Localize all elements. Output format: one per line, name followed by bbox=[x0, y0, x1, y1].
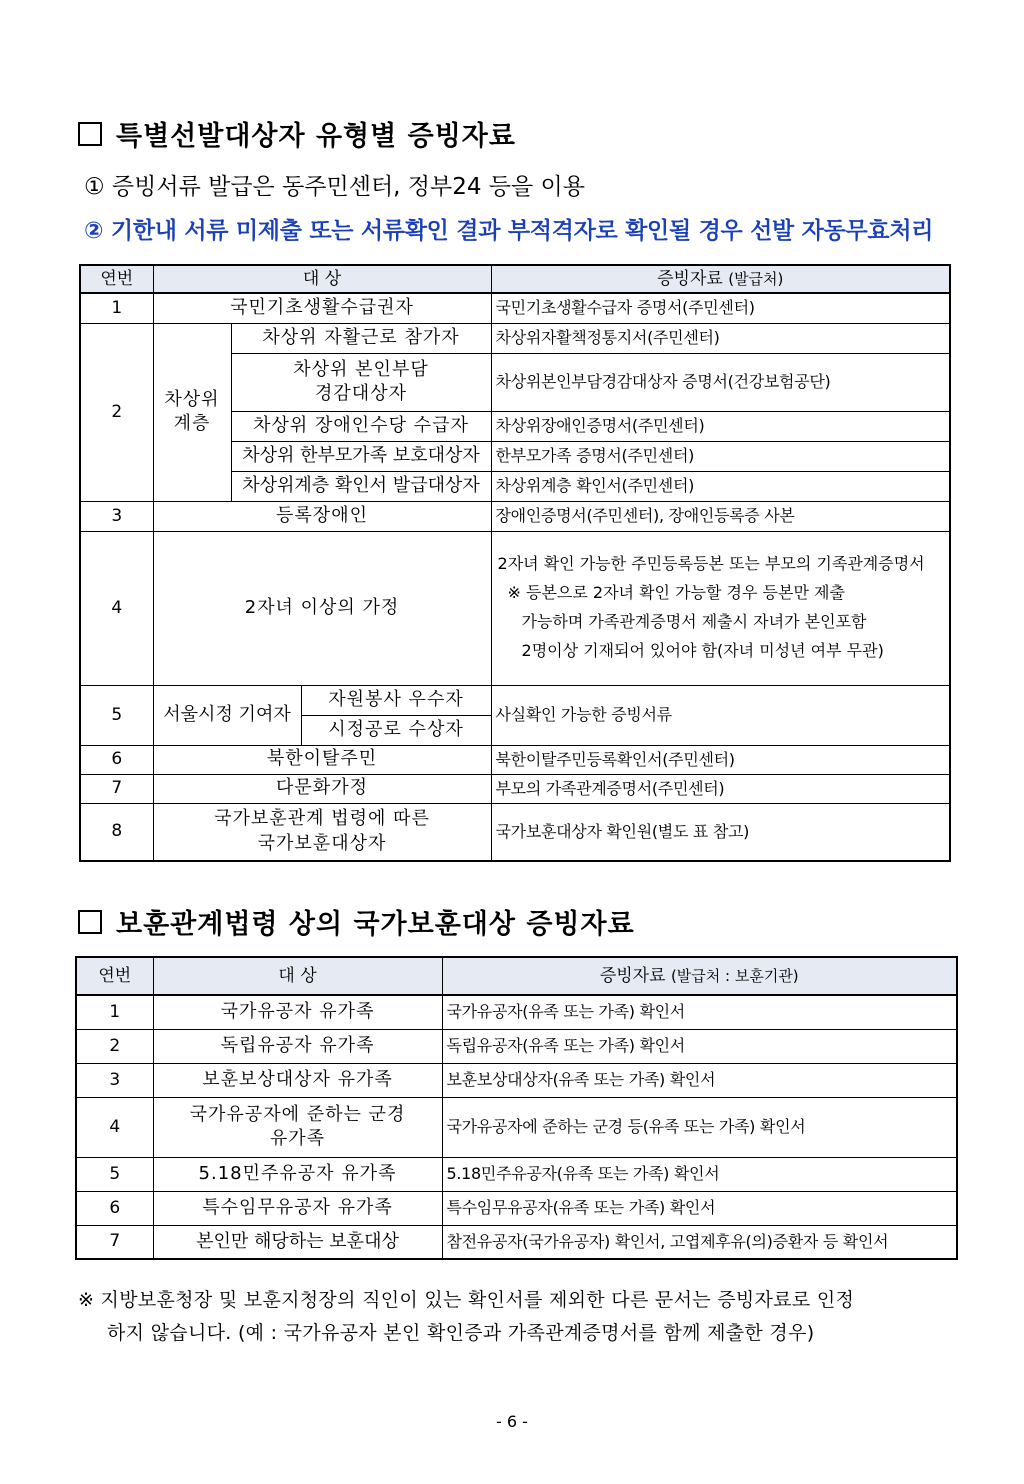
table-row: 차상위 본인부담 경감대상자 차상위본인부담경감대상자 증명서(건강보험공단) bbox=[80, 353, 950, 411]
checkbox-square-icon bbox=[78, 122, 102, 146]
table-header-row bbox=[76, 957, 957, 995]
special-selection-table bbox=[79, 264, 951, 862]
table-row: 2 독립유공자 유가족 독립유공자(유족 또는 가족) 확인서 bbox=[76, 1029, 957, 1063]
checkbox-square-icon bbox=[78, 910, 102, 934]
table-row: 차상위 한부모가족 보호대상자 한부모가족 증명서(주민센터) bbox=[80, 441, 950, 471]
table-row: 차상위 장애인수당 수급자 차상위장애인증명서(주민센터) bbox=[80, 411, 950, 441]
table-row: 4 2자녀 이상의 가정 2자녀 확인 가능한 주민등록등본 또는 부모의 기족관계증명서 ※ 등본으로 2자녀 확인 가능할 경우 등본만 제출 가능하며 가족관계증명서 제출시 자녀가 본인포함 2명이상 기재되어 있어야 함(자녀 미성년 여부 무관) bbox=[80, 531, 950, 685]
table-header-row bbox=[80, 265, 950, 293]
table-row: 7 다문화가정 부모의 가족관계증명서(주민센터) bbox=[80, 774, 950, 803]
footnote-line1: ※ 지방보훈청장 및 보훈지청장의 직인이 있는 확인서를 제외한 다른 문서는 증빙자료로 인정 bbox=[78, 1289, 855, 1311]
header-doc: 증빙자료 (발급처) bbox=[491, 265, 950, 293]
table-row: 차상위계층 확인서 발급대상자 차상위계층 확인서(주민센터) bbox=[80, 471, 950, 501]
table-row: 5 서울시정 기여자 자원봉사 우수자 사실확인 가능한 증빙서류 bbox=[80, 685, 950, 715]
footnote-line2: 하지 않습니다. (예 : 국가유공자 본인 확인증과 가족관계증명서를 함께 제출한 경우) bbox=[107, 1322, 815, 1345]
page-number: - 6 - bbox=[496, 1412, 528, 1431]
table-row: 6 특수임무유공자 유가족 특수임무유공자(유족 또는 가족) 확인서 bbox=[76, 1191, 957, 1225]
section2-title bbox=[78, 902, 635, 941]
footnote bbox=[78, 1284, 958, 1351]
header-no: 연번 bbox=[80, 265, 153, 293]
group-cell: 차상위 계층 bbox=[153, 323, 231, 501]
table-row: 1 국가유공자 유가족 국가유공자(유족 또는 가족) 확인서 bbox=[76, 995, 957, 1029]
section1-note2: ② 기한내 서류 미제출 또는 서류확인 결과 부적격자로 확인될 경우 선발 자동무효처리 bbox=[84, 218, 934, 244]
table-row: 2 차상위 계층 차상위 자활근로 참가자 차상위자활책정통지서(주민센터) bbox=[80, 323, 950, 353]
header-no: 연번 bbox=[76, 957, 153, 995]
section2-title-text: 보훈관계법령 상의 국가보훈대상 증빙자료 bbox=[116, 909, 635, 940]
table-row: 3 보훈보상대상자 유가족 보훈보상대상자(유족 또는 가족) 확인서 bbox=[76, 1063, 957, 1097]
table-row: 7 본인만 해당하는 보훈대상 참전유공자(국가유공자) 확인서, 고엽제후유(의)증환자 등 확인서 bbox=[76, 1225, 957, 1259]
header-target: 대 상 bbox=[153, 265, 491, 293]
table-row: 1 국민기초생활수급권자 국민기초생활수급자 증명서(주민센터) bbox=[80, 293, 950, 323]
table-row: 4 국가유공자에 준하는 군경 유가족 국가유공자에 준하는 군경 등(유족 또는 가족) 확인서 bbox=[76, 1097, 957, 1157]
table-row: 5 5.18민주유공자 유가족 5.18민주유공자(유족 또는 가족) 확인서 bbox=[76, 1157, 957, 1191]
section1-note1: ① 증빙서류 발급은 동주민센터, 정부24 등을 이용 bbox=[84, 174, 585, 200]
table-row: 3 등록장애인 장애인증명서(주민센터), 장애인등록증 사본 bbox=[80, 501, 950, 531]
section1-title bbox=[78, 114, 516, 153]
table-row: 시정공로 수상자 bbox=[80, 715, 950, 745]
table-row: 8 국가보훈관계 법령에 따른 국가보훈대상자 국가보훈대상자 확인원(별도 표 참고) bbox=[80, 803, 950, 861]
section1-title-text: 특별선발대상자 유형별 증빙자료 bbox=[116, 121, 516, 152]
header-target: 대 상 bbox=[153, 957, 442, 995]
header-doc: 증빙자료 (발급처 : 보훈기관) bbox=[442, 957, 957, 995]
veterans-table bbox=[75, 956, 958, 1260]
table-row: 6 북한이탈주민 북한이탈주민등록확인서(주민센터) bbox=[80, 745, 950, 774]
